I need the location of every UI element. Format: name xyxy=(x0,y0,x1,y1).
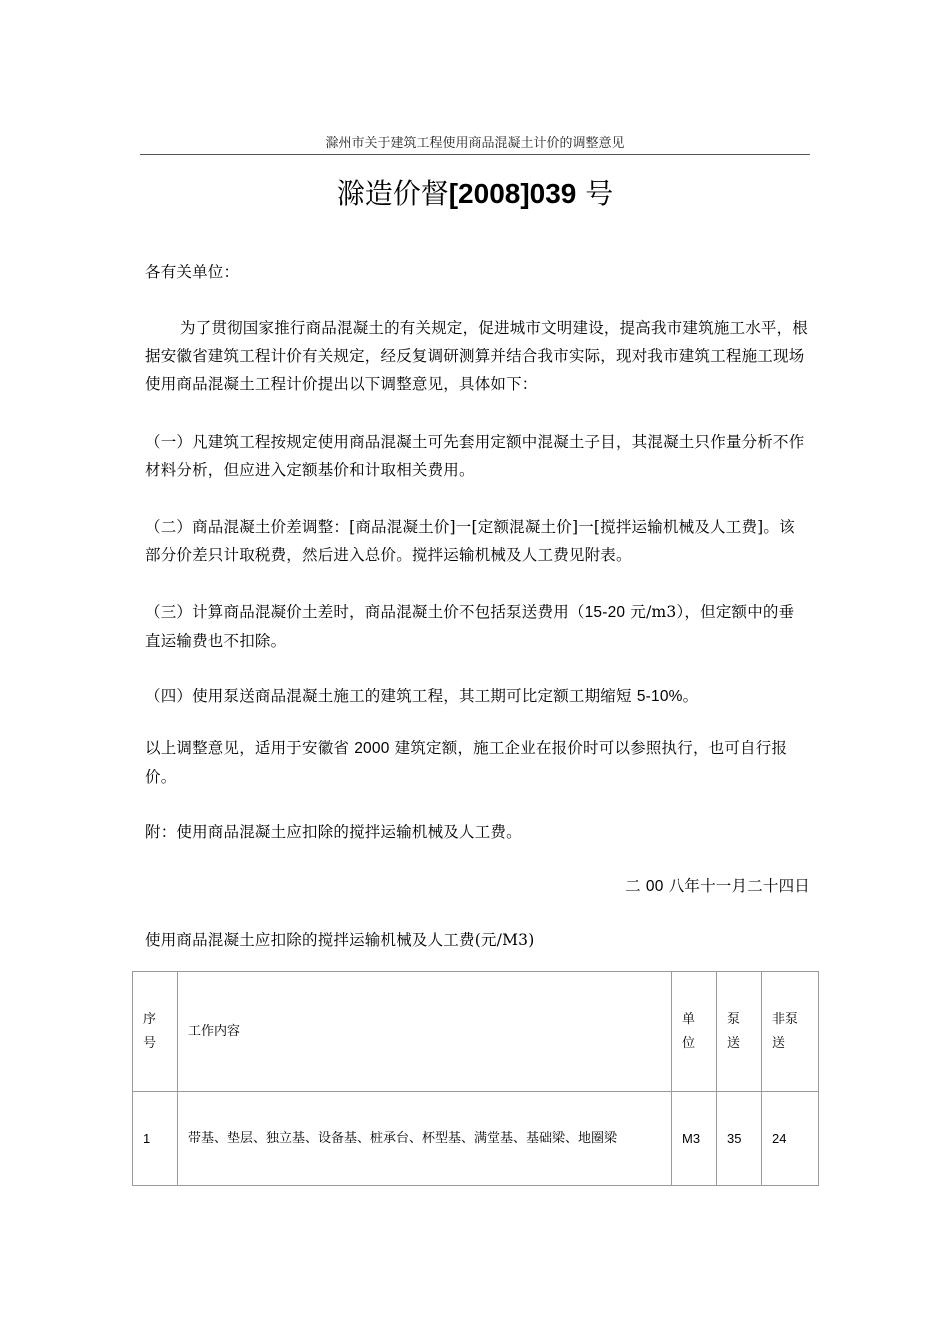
row-index: 1 xyxy=(133,1092,178,1186)
running-header: 滁州市关于建筑工程使用商品混凝土计价的调整意见 xyxy=(325,136,625,151)
item-3-paragraph xyxy=(145,598,810,655)
title-suffix: 号 xyxy=(576,177,614,210)
scope-text-end: 建筑定额，施工企业在报价时可以参照执行，也可自行报价。 xyxy=(145,739,788,786)
header-work-content: 工作内容 xyxy=(178,972,672,1092)
issue-date xyxy=(145,872,810,901)
item-4-text-end: 。 xyxy=(682,687,699,705)
header-non-pumped: 非泵送 xyxy=(762,972,819,1092)
row-non-pumped: 24 xyxy=(762,1092,819,1186)
deduction-table xyxy=(132,971,818,1185)
date-part-2: 00 xyxy=(645,878,664,895)
scope-year: 2000 xyxy=(354,740,390,757)
row-work-content: 带基、垫层、独立基、设备基、桩承台、杯型基、满堂基、基础梁、地圈梁 xyxy=(178,1092,672,1186)
title-prefix: 滁造价督 xyxy=(336,177,449,210)
item-4-percent: 5-10% xyxy=(636,688,683,705)
item-1-paragraph: （一）凡建筑工程按规定使用商品混凝土可先套用定额中混凝土子目，其混凝土只作量分析不作材料分析，但应进入定额基价和计取相关费用。 xyxy=(145,433,805,479)
addressee: 各有关单位： xyxy=(145,263,240,281)
item-3-text: （三）计算商品混凝价土差时，商品混凝土价不包括泵送费用（ xyxy=(145,603,585,621)
item-3-range: 15-20 xyxy=(584,604,626,621)
document-title xyxy=(140,172,810,216)
item-4-paragraph xyxy=(145,682,810,711)
item-4-text: （四）使用泵送商品混凝土施工的建筑工程，其工期可比定额工期缩短 xyxy=(145,687,637,705)
scope-paragraph xyxy=(145,734,810,791)
intro-paragraph: 为了贯彻国家推行商品混凝土的有关规定，促进城市文明建设，提高我市建筑施工水平，根据安徽省建筑工程计价有关规定，经反复调研测算并结合我市实际，现对我市建筑工程施工现场使用商品混凝土工程计价提出以下调整意见，具体如下： xyxy=(145,319,809,393)
item-2-paragraph: （二）商品混凝土价差调整：[商品混凝土价]一[定额混凝土价]一[搅拌运输机械及人工费]。该部分价差只计取税费，然后进入总价。搅拌运输机械及人工费见附表。 xyxy=(145,518,795,564)
row-pumped: 35 xyxy=(717,1092,762,1186)
date-part-3: 八年十一月二十四日 xyxy=(663,877,810,895)
date-part-1: 二 xyxy=(625,877,646,895)
header-index: 序号 xyxy=(133,972,178,1092)
header-unit: 单位 xyxy=(672,972,717,1092)
attachment-note: 附：使用商品混凝土应扣除的搅拌运输机械及人工费。 xyxy=(145,823,522,841)
table-header-row xyxy=(133,972,819,1092)
title-number: [2008]039 xyxy=(448,178,577,209)
header-pumped: 泵送 xyxy=(717,972,762,1092)
table-caption: 使用商品混凝土应扣除的搅拌运输机械及人工费(元/M3) xyxy=(145,931,535,949)
row-unit: M3 xyxy=(672,1092,717,1186)
item-3-text-end: 元/m3），但定额中的垂直运输费也不扣除。 xyxy=(145,603,795,650)
scope-text: 以上调整意见，适用于安徽省 xyxy=(145,739,355,757)
table-row xyxy=(133,1092,819,1186)
header-divider xyxy=(140,154,810,155)
